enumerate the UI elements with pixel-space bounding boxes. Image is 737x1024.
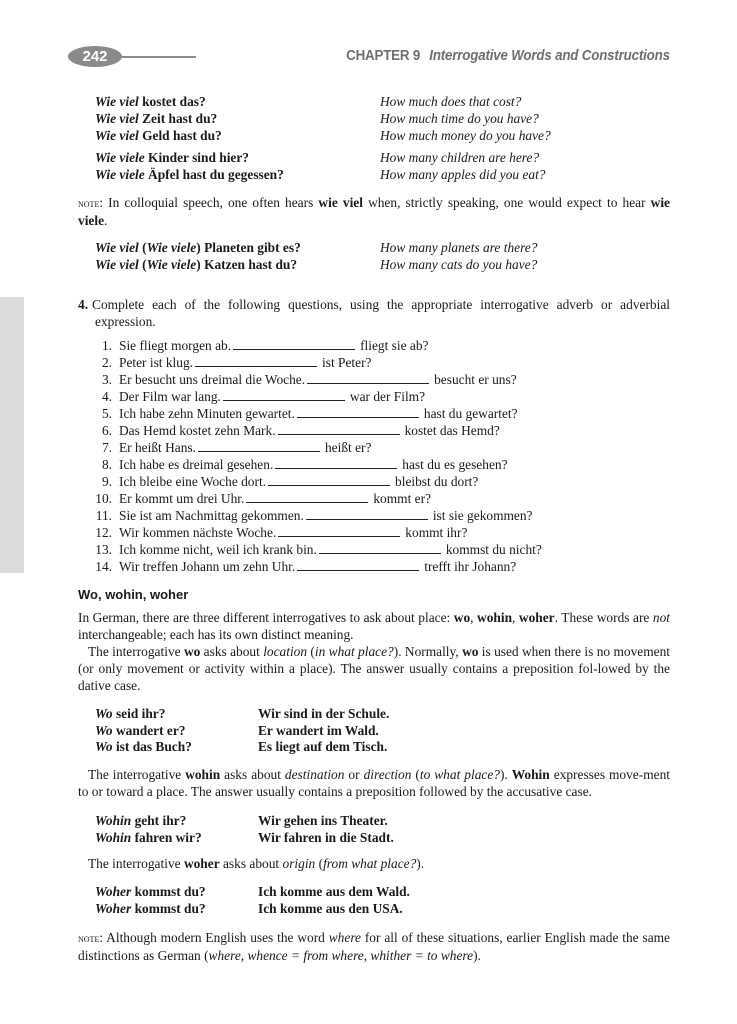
text-run: destination (284, 767, 345, 782)
text-run: . (104, 213, 108, 228)
english-translation: How much money do you have? (380, 128, 551, 143)
german-question (95, 738, 192, 755)
text-run: direction (363, 767, 412, 782)
german-question (95, 900, 206, 917)
answer-blank[interactable] (306, 508, 428, 520)
text-run: when, strictly speaking, one would expect to hear (362, 195, 651, 210)
german-answer: Er wandert im Wald. (258, 723, 379, 738)
german-example (95, 93, 206, 110)
item-prompt: Er besucht uns dreimal die Woche. (119, 372, 306, 387)
woher-paragraph (78, 855, 670, 872)
german-answer: Wir fahren in die Stadt. (258, 830, 394, 845)
answer-blank[interactable] (233, 338, 355, 350)
exercise-item (78, 337, 428, 354)
english-translation: How many children are here? (380, 150, 540, 165)
text-run: Kinder sind hier? (144, 150, 249, 165)
text-run: ). (499, 767, 512, 782)
wohin-paragraph (78, 766, 670, 800)
item-number: 12. (95, 525, 112, 540)
item-number: 10. (95, 491, 112, 506)
answer-blank[interactable] (198, 440, 320, 452)
exercise-item (78, 541, 542, 558)
item-number: 11. (95, 508, 112, 523)
item-question-rest: kommt ihr? (405, 525, 468, 540)
text-run: Woher (95, 901, 132, 916)
item-number: 7. (101, 440, 112, 455)
answer-blank[interactable] (278, 423, 400, 435)
text-run: note (78, 196, 100, 210)
instruction-text: Complete each of the following questions, using the appropriate interrogative adverb or adverbial expression. (92, 297, 670, 329)
text-run: where, whence = from where, whither = to where (208, 948, 474, 963)
german-question (95, 883, 206, 900)
item-question-rest: kommt er? (373, 491, 431, 506)
item-prompt: Ich habe es dreimal gesehen. (119, 457, 274, 472)
item-number: 13. (95, 542, 112, 557)
german-question (95, 705, 165, 722)
text-run: woher (518, 610, 555, 625)
exercise-item (78, 456, 508, 473)
item-prompt: Ich habe zehn Minuten gewartet. (119, 406, 295, 421)
exercise-item (78, 388, 425, 405)
answer-blank[interactable] (246, 491, 368, 503)
answer-blank[interactable] (297, 559, 419, 571)
item-question-rest: besucht er uns? (434, 372, 517, 387)
item-number: 14. (95, 559, 112, 574)
margin-tab (0, 297, 24, 573)
text-run: ist das Buch? (112, 739, 192, 754)
answer-blank[interactable] (275, 457, 397, 469)
german-question (95, 722, 186, 739)
item-number: 9. (101, 474, 112, 489)
text-run: kommst du? (131, 884, 206, 899)
english-translation: How many apples did you eat? (380, 167, 546, 182)
exercise-number: 4. (78, 297, 89, 312)
text-run: geht ihr? (131, 813, 187, 828)
wo-paragraph (78, 643, 670, 694)
item-question-rest: hast du gewartet? (423, 406, 518, 421)
german-example (95, 256, 297, 273)
text-run: ( (138, 240, 147, 255)
text-run: or (344, 767, 364, 782)
header-rule (120, 56, 196, 58)
exercise-item (78, 405, 518, 422)
item-number: 6. (101, 423, 112, 438)
page-number: 242 (68, 46, 122, 67)
text-run: Äpfel hast du gegessen? (144, 167, 284, 182)
german-answer: Wir sind in der Schule. (258, 706, 390, 721)
text-run: where (328, 930, 361, 945)
text-run: Wie viel (95, 128, 139, 143)
text-run: wo (183, 644, 201, 659)
text-run: Woher (95, 884, 132, 899)
text-run: wohin (477, 610, 513, 625)
text-run: Wie viele (95, 150, 145, 165)
english-translation: How many cats do you have? (380, 257, 538, 272)
text-run: Wo (95, 723, 113, 738)
german-example (95, 110, 217, 127)
text-run: kostet das? (138, 94, 206, 109)
text-run: origin (282, 856, 316, 871)
text-run: kommst du? (131, 901, 206, 916)
exercise-item (78, 558, 516, 575)
text-run: : In colloquial speech, one often hears (99, 195, 319, 210)
item-number: 5. (101, 406, 112, 421)
exercise-item (78, 490, 431, 507)
exercise-item (78, 371, 517, 388)
text-run: , (470, 610, 478, 625)
item-prompt: Das Hemd kostet zehn Mark. (119, 423, 276, 438)
item-number: 1. (101, 338, 112, 353)
german-question (95, 829, 202, 846)
running-header (346, 48, 670, 64)
english-translation: How much does that cost? (380, 94, 522, 109)
chapter-title: Interrogative Words and Constructions (429, 48, 670, 64)
answer-blank[interactable] (268, 474, 390, 486)
exercise-instruction (78, 296, 670, 330)
german-answer: Ich komme aus den USA. (258, 901, 403, 916)
text-run: Wie viel (95, 240, 139, 255)
text-run: note (78, 931, 100, 945)
english-translation: How much time do you have? (380, 111, 539, 126)
text-run: wie viel (318, 195, 363, 210)
text-run: ). Normally, (393, 644, 463, 659)
intro-paragraph (78, 609, 670, 643)
text-run: in what place? (314, 644, 394, 659)
item-question-rest: hast du es gesehen? (402, 457, 508, 472)
german-question (95, 812, 186, 829)
text-run: Wie viele (95, 167, 145, 182)
exercise-item (78, 422, 500, 439)
text-run: Wohin (95, 830, 132, 845)
text-run: asks about (200, 644, 264, 659)
item-prompt: Er kommt um drei Uhr. (119, 491, 245, 506)
item-question-rest: ist Peter? (322, 355, 372, 370)
item-question-rest: kommst du nicht? (445, 542, 542, 557)
text-run: Geld hast du? (138, 128, 222, 143)
text-run: Wie viele (146, 257, 197, 272)
text-run: wo (453, 610, 471, 625)
german-example (95, 166, 284, 183)
note-paragraph (78, 194, 670, 229)
text-run: asks about (219, 856, 283, 871)
text-run: for all of these situations, earlier English made the same distinctions as German ( (78, 930, 670, 963)
item-question-rest: fliegt sie ab? (360, 338, 429, 353)
text-run: ) Katzen hast du? (196, 257, 298, 272)
answer-blank[interactable] (278, 525, 400, 537)
item-question-rest: kostet das Hemd? (404, 423, 500, 438)
exercise-item (78, 524, 467, 541)
item-prompt: Sie ist am Nachmittag gekommen. (119, 508, 304, 523)
item-prompt: Wir kommen nächste Woche. (119, 525, 277, 540)
text-run: . These words are (554, 610, 653, 625)
text-run: wohin (185, 767, 221, 782)
item-prompt: Sie fliegt morgen ab. (119, 338, 232, 353)
answer-blank[interactable] (297, 406, 419, 418)
item-question-rest: heißt er? (324, 440, 372, 455)
text-run: : Although modern English uses the word (99, 930, 329, 945)
text-run: , (512, 610, 519, 625)
text-run: ) Planeten gibt es? (196, 240, 301, 255)
answer-blank[interactable] (319, 542, 441, 554)
text-run: expresses move-ment to or toward a place. The answer usually contains a preposition followed by the accusative case. (78, 767, 670, 799)
exercise-item (78, 354, 371, 371)
text-run: Wie viel (95, 257, 139, 272)
text-run: from what place? (323, 856, 417, 871)
text-run: ). (473, 948, 481, 963)
item-number: 2. (101, 355, 112, 370)
answer-blank[interactable] (195, 355, 317, 367)
text-run: In German, there are three different interrogatives to ask about place: (78, 610, 454, 625)
answer-blank[interactable] (223, 389, 345, 401)
text-run: The interrogative (88, 856, 184, 871)
text-run: Zeit hast du? (138, 111, 218, 126)
item-question-rest: bleibst du dort? (395, 474, 479, 489)
item-prompt: Ich bleibe eine Woche dort. (119, 474, 267, 489)
exercise-item (78, 439, 371, 456)
text-run: Wie viele (146, 240, 197, 255)
item-number: 4. (101, 389, 112, 404)
german-example (95, 149, 249, 166)
text-run: ). (416, 856, 425, 871)
item-question-rest: ist sie gekommen? (432, 508, 533, 523)
chapter-label: CHAPTER 9 (346, 48, 421, 64)
text-run: seid ihr? (112, 706, 166, 721)
item-number: 3. (101, 372, 112, 387)
text-run: asks about (220, 767, 285, 782)
text-run: Wie viel (95, 111, 139, 126)
section-heading: Wo, wohin, woher (78, 587, 189, 602)
answer-blank[interactable] (307, 372, 429, 384)
item-number: 8. (101, 457, 112, 472)
text-run: wie viele (78, 195, 670, 228)
text-run: woher (183, 856, 220, 871)
note-paragraph (78, 929, 670, 964)
exercise-item (78, 473, 478, 490)
item-prompt: Wir treffen Johann um zehn Uhr. (119, 559, 296, 574)
text-run: ( (411, 767, 420, 782)
text-run: ( (315, 856, 324, 871)
text-run: Wohin (511, 767, 550, 782)
item-question-rest: war der Film? (349, 389, 426, 404)
text-run: to what place? (419, 767, 500, 782)
text-run: not (652, 610, 671, 625)
english-translation: How many planets are there? (380, 240, 538, 255)
german-answer: Ich komme aus dem Wald. (258, 884, 410, 899)
text-run: fahren wir? (131, 830, 202, 845)
item-prompt: Der Film war lang. (119, 389, 221, 404)
german-example (95, 127, 222, 144)
text-run: interchangeable; each has its own distinct meaning. (78, 627, 354, 642)
text-run: location (263, 644, 308, 659)
item-question-rest: trefft ihr Johann? (424, 559, 517, 574)
text-run: The interrogative (88, 767, 186, 782)
german-example (95, 239, 301, 256)
text-run: ( (138, 257, 147, 272)
text-run: wandert er? (112, 723, 186, 738)
item-prompt: Ich komme nicht, weil ich krank bin. (119, 542, 317, 557)
text-run: Wo (95, 706, 113, 721)
exercise-item (78, 507, 533, 524)
text-run: wo (462, 644, 479, 659)
item-prompt: Er heißt Hans. (119, 440, 196, 455)
german-answer: Wir gehen ins Theater. (258, 813, 388, 828)
item-prompt: Peter ist klug. (119, 355, 194, 370)
text-run: is used when there is no movement (or only movement or activity within a place). The answer usually contains a preposition fol-lowed by the dative case. (78, 644, 670, 693)
german-answer: Es liegt auf dem Tisch. (258, 739, 388, 754)
text-run: Wo (95, 739, 113, 754)
text-run: Wie viel (95, 94, 139, 109)
text-run: The interrogative (88, 644, 184, 659)
text-run: ( (307, 644, 315, 659)
text-run: Wohin (95, 813, 132, 828)
